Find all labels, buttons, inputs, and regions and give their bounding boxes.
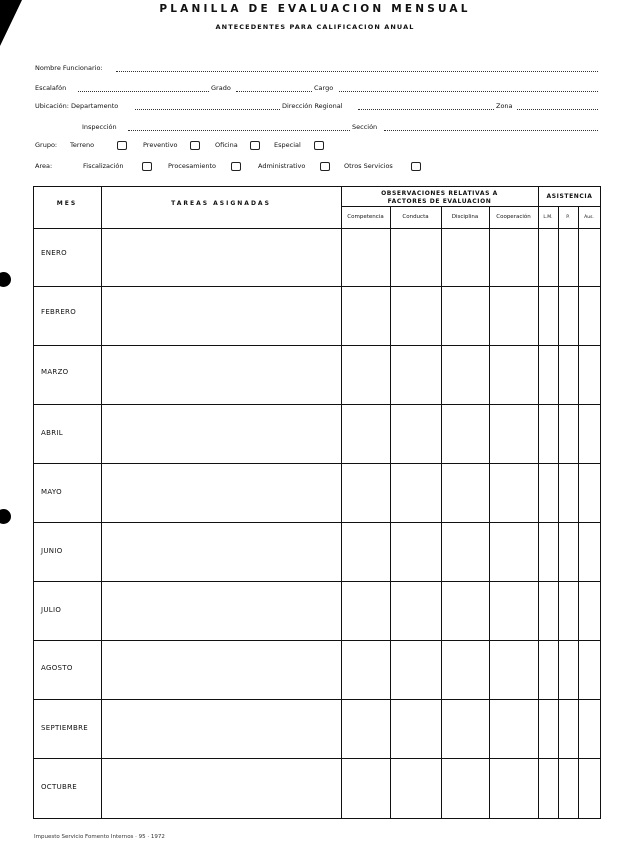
area-option-administrativo: Administrativo: [258, 162, 306, 170]
col-divider-conducta: [441, 206, 442, 819]
col-divider-lm: [558, 206, 559, 819]
col-header-mes: MES: [56, 200, 78, 207]
label-grupo: Grupo:: [35, 141, 58, 149]
row-line: [33, 581, 601, 582]
col-divider-cooperacion: [538, 186, 539, 819]
field-grado[interactable]: [236, 91, 312, 92]
field-departamento[interactable]: [135, 109, 280, 110]
field-seccion[interactable]: [384, 130, 598, 131]
col-divider-tareas: [341, 186, 342, 819]
label-cargo: Cargo: [314, 84, 334, 92]
row-line: [33, 345, 601, 346]
checkbox-preventivo[interactable]: [190, 141, 200, 150]
label-grado: Grado: [211, 84, 231, 92]
area-option-procesamiento: Procesamiento: [168, 162, 217, 170]
col-header-tareas: TAREAS ASIGNADAS: [171, 200, 271, 207]
col-header-lm: L.M.: [543, 215, 553, 220]
grupo-option-oficina: Oficina: [215, 141, 238, 149]
col-header-disciplina: Disciplina: [451, 214, 479, 220]
col-header-competencia: Competencia: [347, 214, 384, 220]
grupo-option-preventivo: Preventivo: [143, 141, 178, 149]
form-subtitle: ANTECEDENTES PARA CALIFICACION ANUAL: [215, 23, 415, 31]
checkbox-procesamiento[interactable]: [231, 162, 241, 171]
checkbox-oficina[interactable]: [250, 141, 260, 150]
col-divider-mes: [101, 186, 102, 819]
month-abril: ABRIL: [41, 429, 63, 437]
label-ubicacion: Ubicación: Departamento: [35, 102, 119, 110]
label-nombre: Nombre Funcionario:: [35, 64, 103, 72]
table-top-border: [33, 186, 601, 187]
col-divider-competencia: [390, 206, 391, 819]
punch-hole-upper: [0, 272, 11, 287]
field-escalafon[interactable]: [78, 91, 209, 92]
field-nombre[interactable]: [116, 71, 598, 72]
month-octubre: OCTUBRE: [41, 783, 77, 791]
month-septiembre: SEPTIEMBRE: [41, 724, 88, 732]
label-seccion: Sección: [352, 123, 378, 131]
row-line: [33, 463, 601, 464]
month-agosto: AGOSTO: [41, 664, 73, 672]
field-zona[interactable]: [517, 109, 598, 110]
month-marzo: MARZO: [41, 368, 69, 376]
header-bottom-line: [33, 228, 601, 229]
obs-header-divider: [341, 206, 538, 207]
checkbox-fiscalizacion[interactable]: [142, 162, 152, 171]
checkbox-especial[interactable]: [314, 141, 324, 150]
area-option-fiscalizacion: Fiscalización: [83, 162, 124, 170]
evaluation-table: [33, 186, 601, 819]
row-line: [33, 286, 601, 287]
month-mayo: MAYO: [41, 488, 62, 496]
label-inspeccion: Inspección: [82, 123, 117, 131]
col-header-aus: Aus.: [584, 215, 594, 220]
label-escalafon: Escalafón: [35, 84, 67, 92]
form-title: PLANILLA DE EVALUACION MENSUAL: [159, 3, 471, 15]
row-line: [33, 640, 601, 641]
month-febrero: FEBRERO: [41, 308, 77, 316]
checkbox-administrativo[interactable]: [320, 162, 330, 171]
table-left-border: [33, 186, 34, 819]
month-junio: JUNIO: [41, 547, 63, 555]
obs-header-line2: FACTORES DE EVALUACION: [387, 198, 492, 205]
col-header-cooperacion: Cooperación: [496, 214, 531, 220]
col-divider-p: [578, 206, 579, 819]
field-cargo[interactable]: [339, 91, 598, 92]
footer-imprint: Impuesto Servicio Fomento Internos · 95 · 1972: [34, 834, 165, 840]
asist-header-divider: [538, 206, 601, 207]
checkbox-otros-servicios[interactable]: [411, 162, 421, 171]
row-line: [33, 699, 601, 700]
col-header-p: P.: [566, 215, 570, 220]
obs-header-line1: OBSERVACIONES RELATIVAS A: [381, 190, 498, 197]
month-enero: ENERO: [41, 249, 67, 257]
asistencia-header: ASISTENCIA: [546, 193, 593, 200]
row-line: [33, 522, 601, 523]
label-zona: Zona: [496, 102, 513, 110]
table-right-border: [600, 186, 601, 819]
punch-hole-lower: [0, 509, 11, 524]
month-julio: JULIO: [41, 606, 62, 614]
grupo-option-terreno: Terreno: [70, 141, 95, 149]
area-option-otros: Otros Servicios: [344, 162, 393, 170]
label-area: Area:: [35, 162, 53, 170]
field-inspeccion[interactable]: [128, 130, 350, 131]
grupo-option-especial: Especial: [274, 141, 301, 149]
col-divider-disciplina: [489, 206, 490, 819]
field-direccion[interactable]: [358, 109, 494, 110]
col-header-conducta: Conducta: [402, 214, 429, 220]
row-line: [33, 404, 601, 405]
label-direccion: Dirección Regional: [282, 102, 343, 110]
table-bottom-border: [33, 818, 601, 819]
row-line: [33, 758, 601, 759]
checkbox-terreno[interactable]: [117, 141, 127, 150]
